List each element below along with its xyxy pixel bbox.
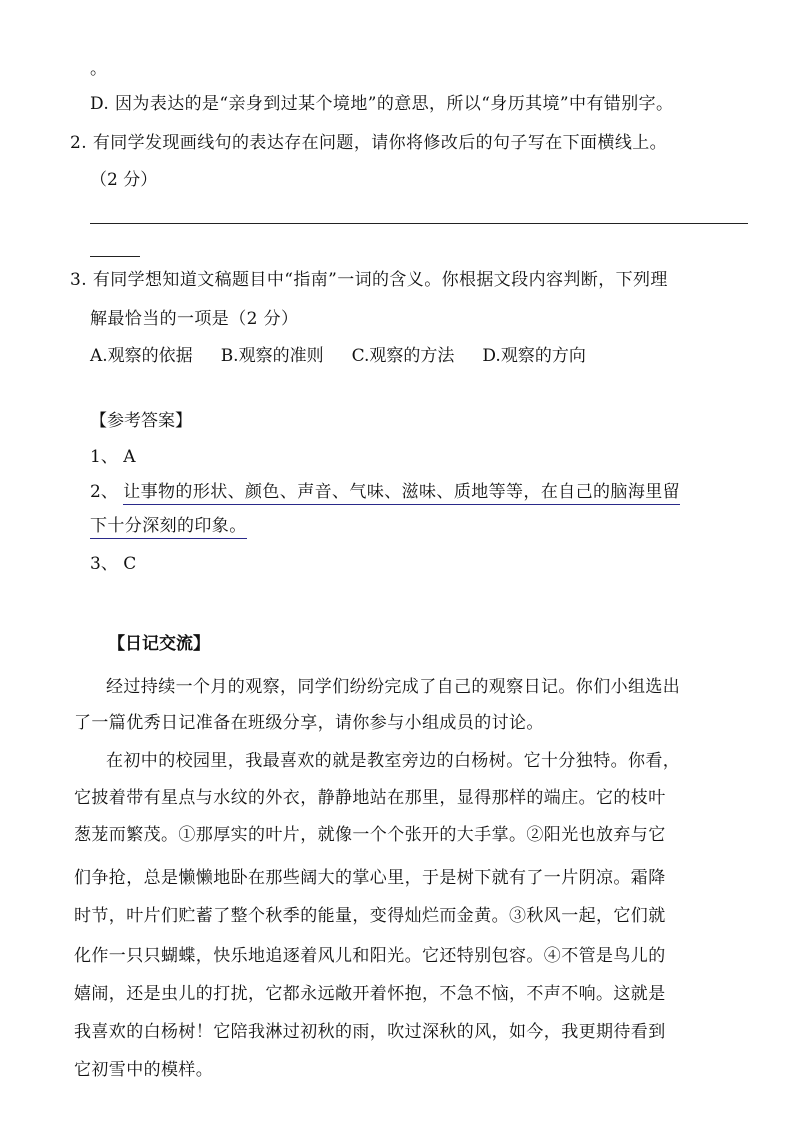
answer-2-text-line2: 下十分深刻的印象。 — [90, 516, 247, 539]
diary-heading: 【日记交流】 — [108, 634, 210, 654]
diary-body-line: 化作一只只蝴蝶，快乐地追逐着风儿和阳光。它还特别包容。④不管是鸟儿的 — [74, 946, 666, 966]
diary-body-line: 在初中的校园里，我最喜欢的就是教室旁边的白杨树。它十分独特。你看， — [106, 751, 681, 771]
answer-2-text-line1: 让事物的形状、颜色、声音、气味、滋味、质地等等，在自己的脑海里留 — [123, 482, 680, 505]
diary-body-line: 嬉闹，还是虫儿的打扰，它都永远敞开着怀抱，不急不恼，不声不响。这就是 — [74, 984, 666, 1004]
diary-body-line: 时节，叶片们贮蓄了整个秋季的能量，变得灿烂而金黄。③秋风一起，它们就 — [74, 906, 666, 926]
diary-body-line: 它披着带有星点与水纹的外衣，静静地站在那里，显得那样的端庄。它的枝叶 — [74, 788, 666, 808]
answer-2-line1 — [90, 480, 680, 504]
q2-score: （2 分） — [90, 170, 158, 190]
q1-tail: 。 — [90, 59, 107, 79]
answer-2-number: 2、 — [90, 482, 118, 502]
answers-heading: 【参考答案】 — [90, 411, 192, 431]
q3-prompt-line2: 解最恰当的一项是（2 分） — [90, 309, 299, 329]
answer-1: 1、 A — [90, 447, 136, 467]
q3-prompt-line1: 3. 有同学想知道文稿题目中“指南”一词的含义。你根据文段内容判断，下列理 — [70, 270, 668, 290]
diary-body-line: 们争抢，总是懒懒地卧在那些阔大的掌心里，于是树下就有了一片阴凉。霜降 — [74, 868, 666, 888]
diary-intro-line1: 经过持续一个月的观察，同学们纷纷完成了自己的观察日记。你们小组选出 — [106, 677, 681, 697]
q3-option-d: D.观察的方向 — [482, 346, 586, 366]
answer-2-line2 — [90, 514, 247, 538]
q3-option-b: B.观察的准则 — [220, 346, 324, 366]
q3-option-c: C.观察的方法 — [351, 346, 455, 366]
answer-line — [90, 223, 748, 224]
diary-intro-line2: 了一篇优秀日记准备在班级分享，请你参与小组成员的讨论。 — [74, 713, 544, 733]
diary-body-line: 它初雪中的模样。 — [74, 1060, 214, 1080]
q1-option-d: D. 因为表达的是“亲身到过某个境地”的意思，所以“身历其境”中有错别字。 — [90, 94, 674, 114]
answer-3: 3、 C — [90, 554, 137, 574]
q2-prompt: 2. 有同学发现画线句的表达存在问题，请你将修改后的句子写在下面横线上。 — [70, 133, 668, 153]
q3-options — [90, 344, 614, 368]
diary-body-line: 我喜欢的白杨树！它陪我淋过初秋的雨，吹过深秋的风，如今，我更期待看到 — [74, 1022, 666, 1042]
answer-line-continuation — [90, 256, 140, 257]
q3-option-a: A.观察的依据 — [90, 346, 193, 366]
diary-body-line: 葱茏而繁茂。①那厚实的叶片，就像一个个张开的大手掌。②阳光也放弃与它 — [74, 825, 666, 845]
